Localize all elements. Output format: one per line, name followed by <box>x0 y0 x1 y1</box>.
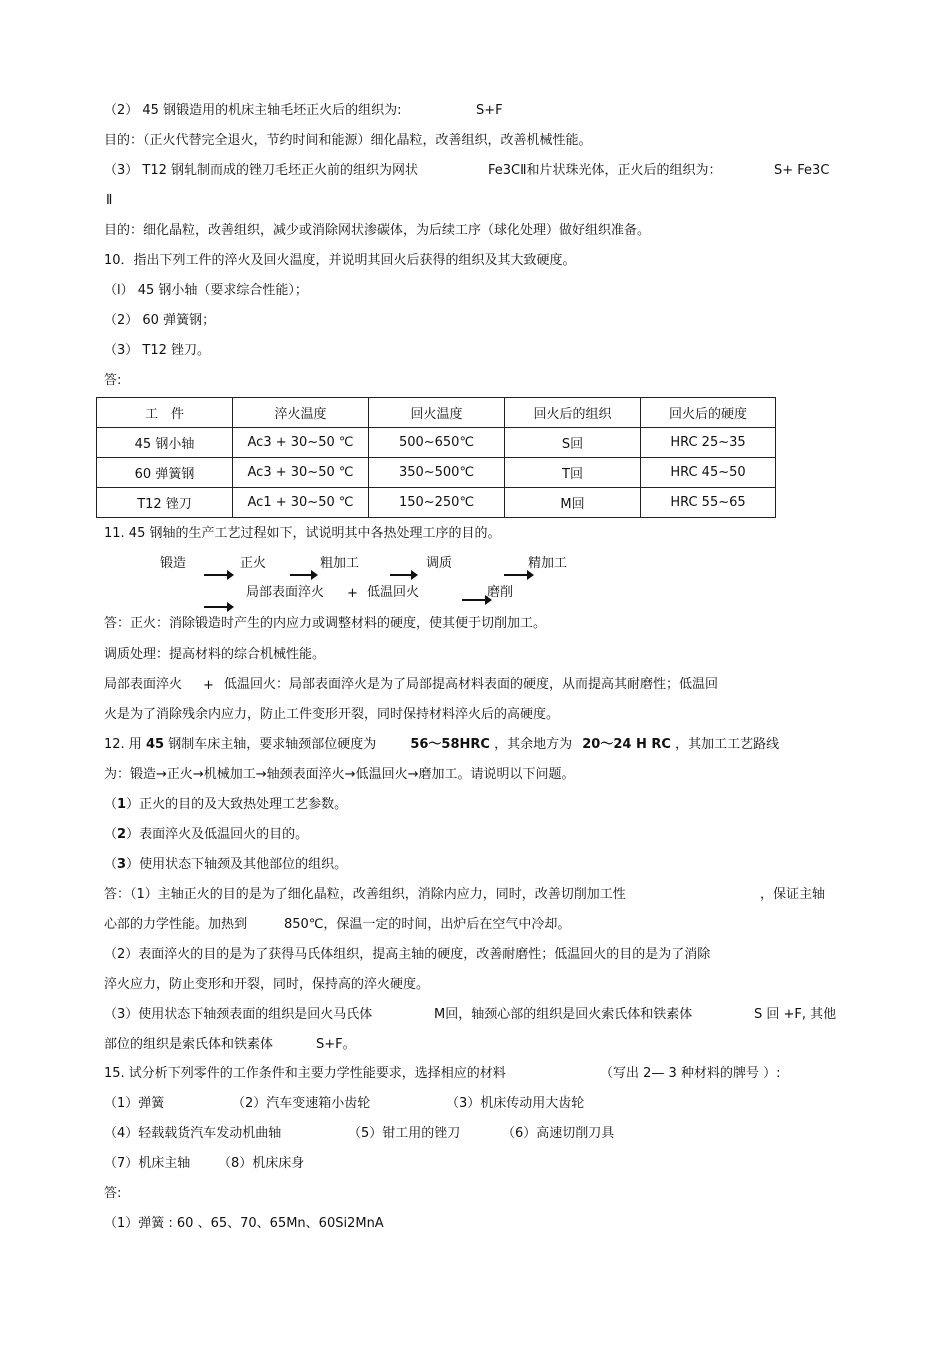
q12-text: （ <box>104 797 118 812</box>
q12-answer-3e: S+F。 <box>316 1037 356 1052</box>
table-cell: 45 钢小轴 <box>97 428 233 458</box>
q9-p3-purpose: 目的：细化晶粒，改善组织，减少或消除网状渗碳体，为后续工序（球化处理）做好组织准备。 <box>104 223 651 238</box>
q12-text: ）表面淬火及低温回火的目的。 <box>126 827 309 842</box>
table-row <box>97 488 776 518</box>
q11-title: 11. 45 钢轴的生产工艺过程如下，试说明其中各热处理工序的目的。 <box>104 526 501 541</box>
q15-answer-1: （1）弹簧 : 60 、65、70、65Mn、60Si2MnA <box>104 1216 384 1231</box>
q12-text: 12. 用 <box>104 737 142 752</box>
q15-part: （6）高速切削刀具 <box>502 1126 615 1141</box>
q12-text: （ <box>104 827 118 842</box>
q11-answer-3b: + <box>203 678 214 693</box>
table-cell: HRC 45~50 <box>641 458 776 488</box>
flow-arrow-icon <box>390 574 416 576</box>
q10-item-2: （2） 60 弹簧钢； <box>104 313 216 328</box>
q15-title-b: （写出 2— 3 种材料的牌号 ）: <box>600 1066 781 1081</box>
q12-question-3 <box>104 857 347 873</box>
table-header: 淬火温度 <box>233 398 369 428</box>
q15-part: （1）弹簧 <box>104 1096 165 1111</box>
q11-answer-2: 调质处理：提高材料的综合机械性能。 <box>104 647 326 662</box>
q12-answer-3c: S 回 +F, 其他 <box>754 1007 837 1022</box>
q15-part: （7）机床主轴 <box>104 1156 191 1171</box>
q9-p2-purpose: 目的：（正火代替完全退火，节约时间和能源）细化晶粒，改善组织，改善机械性能。 <box>104 133 592 148</box>
flow-step: 磨削 <box>487 585 514 600</box>
flow-arrow-icon <box>462 599 490 601</box>
q12-text: ）使用状态下轴颈及其他部位的组织。 <box>126 857 348 872</box>
q12-question-2 <box>104 827 308 843</box>
q12-line-1 <box>104 737 779 753</box>
q12-text: ）正火的目的及大致热处理工艺参数。 <box>126 797 348 812</box>
q12-answer-3a: （3）使用状态下轴颈表面的组织是回火马氏体 <box>104 1007 373 1022</box>
q15-part: （4）轻载载货汽车发动机曲轴 <box>104 1126 282 1141</box>
table-header: 回火后的组织 <box>505 398 641 428</box>
table-header-row <box>97 398 776 428</box>
flow-step: 调质 <box>426 556 453 571</box>
table-cell: M回 <box>505 488 641 518</box>
q12-answer-2a: （2）表面淬火的目的是为了获得马氏体组织，提高主轴的硬度，改善耐磨性；低温回火的目的是为了消除 <box>104 947 711 962</box>
q12-answer-2b: 淬火应力，防止变形和开裂，同时，保持高的淬火硬度。 <box>104 977 430 992</box>
flow-step: 正火 <box>240 556 267 571</box>
q15-title: 15. 试分析下列零件的工作条件和主要力学性能要求，选择相应的材料 <box>104 1066 506 1081</box>
q10-item-3: （3） T12 锉刀。 <box>104 343 211 358</box>
q9-p3-text-b: Fe3CⅡ和片状珠光体，正火后的组织为： <box>488 163 722 178</box>
q9-p2-answer: S+F <box>476 103 503 118</box>
table-cell: 500~650℃ <box>369 428 505 458</box>
flow-arrow-icon <box>290 574 316 576</box>
q9-p3-answer-cont: Ⅱ <box>106 193 113 208</box>
q9-p2-text: （2） 45 钢锻造用的机床主轴毛坯正火后的组织为: <box>104 103 402 118</box>
q12-answer-1b: ，保证主轴 <box>760 887 826 902</box>
table-cell: Ac3 + 30~50 ℃ <box>233 458 369 488</box>
q12-answer-1a: 答：（1）主轴正火的目的是为了细化晶粒，改善组织，消除内应力，同时，改善切削加工性 <box>104 887 626 902</box>
table-cell: 350~500℃ <box>369 458 505 488</box>
q10-answer-label: 答: <box>104 373 122 388</box>
table-cell: HRC 55~65 <box>641 488 776 518</box>
q10-title: 10．指出下列工件的淬火及回火温度，并说明其回火后获得的组织及其大致硬度。 <box>104 253 576 268</box>
table-cell: T12 锉刀 <box>97 488 233 518</box>
q12-number: 3 <box>117 857 127 872</box>
table-cell: Ac1 + 30~50 ℃ <box>233 488 369 518</box>
q11-answer-4: 火是为了消除残余内应力，防止工件变形开裂，同时保持材料淬火后的高硬度。 <box>104 707 560 722</box>
table-header: 回火温度 <box>369 398 505 428</box>
table-cell: T回 <box>505 458 641 488</box>
q15-part: （8）机床床身 <box>218 1156 305 1171</box>
q9-p3-answer: S+ Fe3C <box>774 163 830 178</box>
table-cell: 150~250℃ <box>369 488 505 518</box>
flow-step: 粗加工 <box>320 556 360 571</box>
q12-answer-3b: M回，轴颈心部的组织是回火索氏体和铁素体 <box>434 1007 693 1022</box>
q11-answer-3c: 低温回火：局部表面淬火是为了局部提高材料表面的硬度，从而提高其耐磨性；低温回 <box>224 677 719 692</box>
q12-answer-1d: 850℃，保温一定的时间，出炉后在空气中冷却。 <box>284 917 571 932</box>
q12-hardness-rest: 20～24 H RC <box>582 737 671 752</box>
flow-step: 精加工 <box>528 556 568 571</box>
table-row <box>97 458 776 488</box>
quench-temper-table <box>96 397 776 518</box>
q15-part: （2）汽车变速箱小齿轮 <box>232 1096 371 1111</box>
q11-answer-1: 答：正火：消除锻造时产生的内应力或调整材料的硬度，使其便于切削加工。 <box>104 616 547 631</box>
flow-arrow-icon <box>204 574 232 576</box>
q15-part: （5）钳工用的锉刀 <box>348 1126 461 1141</box>
q12-number: 1 <box>117 797 127 812</box>
table-row <box>97 428 776 458</box>
q12-answer-1c: 心部的力学性能。加热到 <box>104 917 248 932</box>
q12-hardness-journal: 56～58HRC <box>410 737 490 752</box>
flow-step: 低温回火 <box>367 585 420 600</box>
q15-part: （3）机床传动用大齿轮 <box>446 1096 585 1111</box>
q10-item-1: （l） 45 钢小轴（要求综合性能）； <box>104 283 308 298</box>
q12-question-1 <box>104 797 347 813</box>
flow-arrow-icon <box>204 606 232 608</box>
table-cell: Ac3 + 30~50 ℃ <box>233 428 369 458</box>
table-header: 工 件 <box>97 398 233 428</box>
table-cell: S回 <box>505 428 641 458</box>
table-cell: HRC 25~35 <box>641 428 776 458</box>
table-cell: 60 弹簧钢 <box>97 458 233 488</box>
q9-p3-text: （3） T12 钢轧制而成的锉刀毛坯正火前的组织为网状 <box>104 163 419 178</box>
flow-arrow-icon <box>504 574 532 576</box>
q12-line-2: 为：锻造→正火→机械加工→轴颈表面淬火→低温回火→磨加工。请说明以下问题。 <box>104 767 575 782</box>
flow-step: 局部表面淬火 <box>246 585 325 600</box>
table-header: 回火后的硬度 <box>641 398 776 428</box>
flow-step: + <box>347 586 358 601</box>
q12-text: ，其余地方为 <box>494 737 573 752</box>
q12-text: （ <box>104 857 118 872</box>
q12-number: 2 <box>117 827 127 842</box>
q12-steel: 45 <box>145 737 165 752</box>
q15-answer-label: 答: <box>104 1186 122 1201</box>
flow-step: 锻造 <box>160 556 187 571</box>
q12-answer-3d: 部位的组织是索氏体和铁素体 <box>104 1037 274 1052</box>
q11-answer-3a: 局部表面淬火 <box>104 677 183 692</box>
q12-text: ，其加工工艺路线 <box>675 737 780 752</box>
q12-text: 钢制车床主轴，要求轴颈部位硬度为 <box>168 737 377 752</box>
